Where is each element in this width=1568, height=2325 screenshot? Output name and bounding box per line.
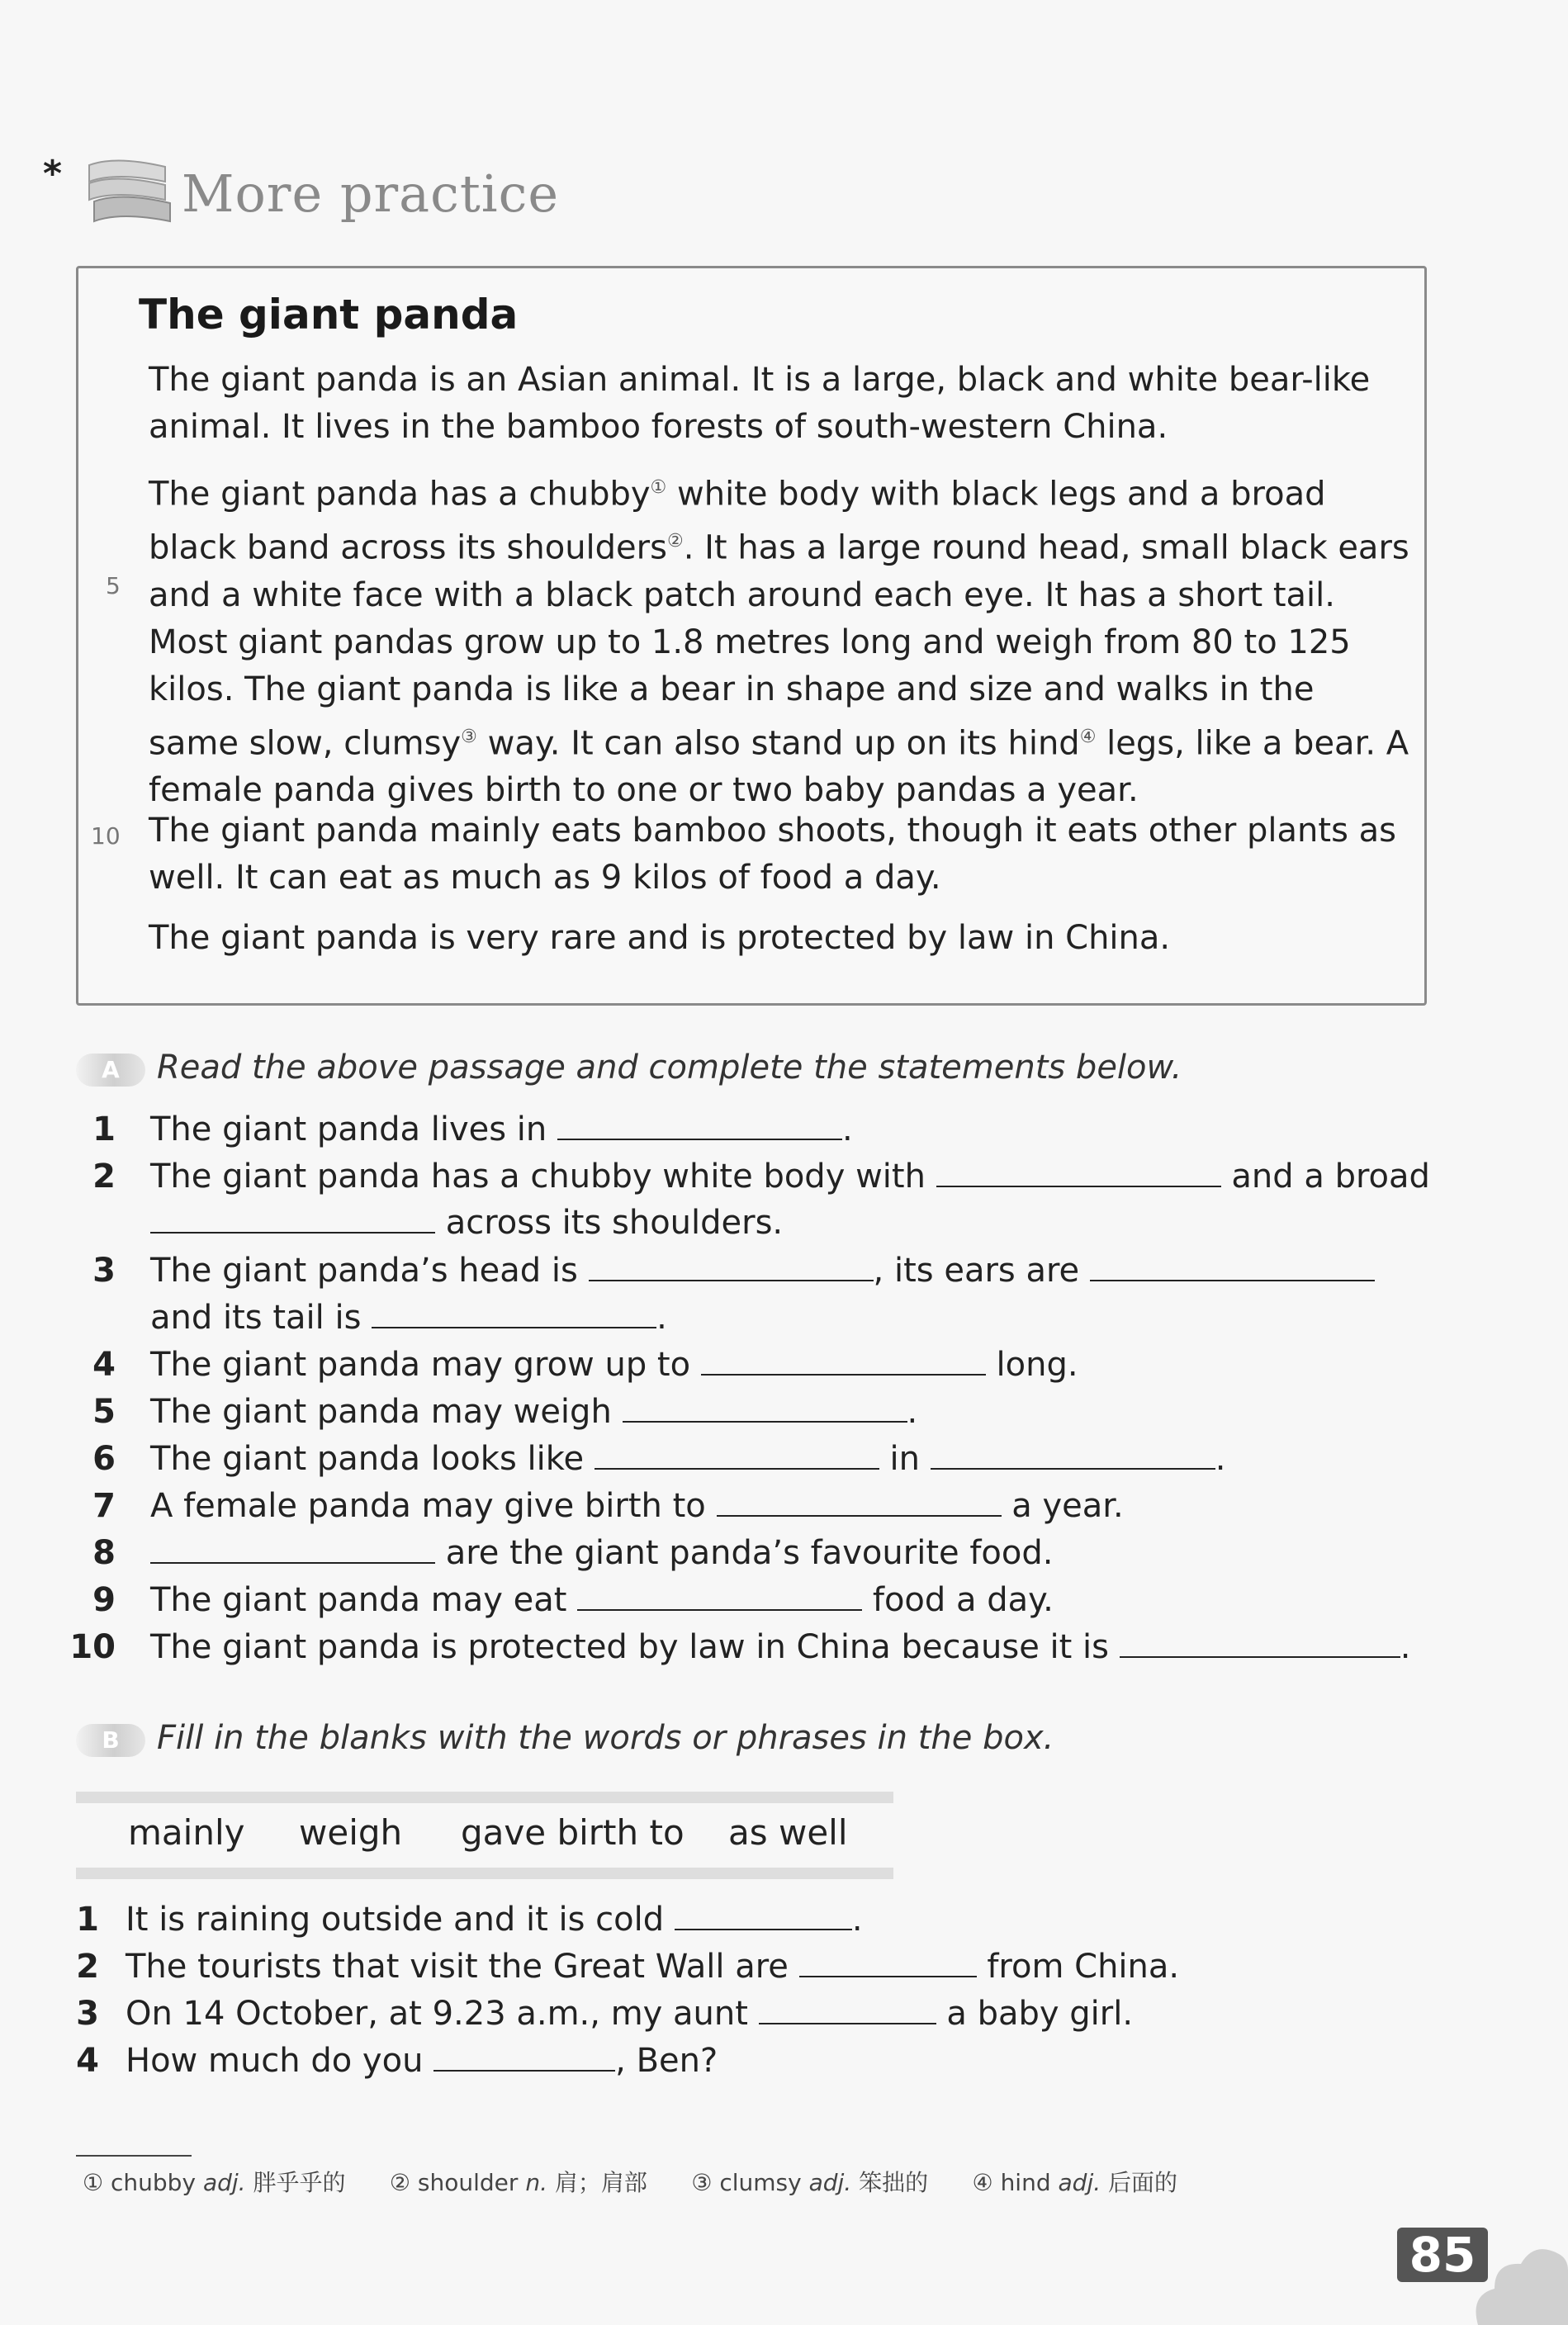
q-text: A female panda may give birth to xyxy=(150,1487,717,1525)
answer-blank[interactable] xyxy=(759,1995,936,2024)
answer-blank[interactable] xyxy=(595,1440,879,1470)
answer-blank[interactable] xyxy=(1090,1252,1375,1281)
fn-meaning: 后面的 xyxy=(1108,2169,1178,2196)
question-a5 xyxy=(150,1393,917,1431)
footnote-mark-3: ③ xyxy=(461,726,477,747)
q-text: How much do you xyxy=(126,2042,434,2080)
answer-blank[interactable] xyxy=(1120,1628,1400,1658)
page-number: 85 xyxy=(1397,2228,1488,2282)
q-text: a year. xyxy=(1001,1487,1124,1525)
word-option: mainly xyxy=(128,1812,245,1853)
q-text: . xyxy=(1400,1628,1411,1666)
section-a-label: A xyxy=(76,1054,145,1087)
fn-pos: n. xyxy=(525,2169,547,2196)
q-text: On 14 October, at 9.23 a.m., my aunt xyxy=(126,1995,759,2033)
question-b1 xyxy=(126,1901,863,1939)
paragraph-3: The giant panda mainly eats bamboo shoots, though it eats other plants as well. It can eat as much as 9 kilos of food a day. xyxy=(149,812,1396,897)
q-text: are the giant panda’s favourite food. xyxy=(435,1534,1054,1572)
q-text: The giant panda’s head is xyxy=(150,1252,589,1290)
footnote-mark-2: ② xyxy=(666,531,684,552)
q-text: The giant panda may grow up to xyxy=(150,1346,701,1384)
fn-pos: adj. xyxy=(808,2169,852,2196)
fn-word: hind xyxy=(1000,2169,1051,2196)
star-mark: * xyxy=(43,153,63,195)
p2-text-a: The giant panda has a chubby xyxy=(149,475,651,514)
footnote-mark-1: ① xyxy=(650,477,667,498)
answer-blank[interactable] xyxy=(701,1346,986,1376)
fn-meaning: 笨拙的 xyxy=(859,2169,929,2196)
reading-title: The giant panda xyxy=(139,291,519,339)
answer-blank[interactable] xyxy=(150,1534,435,1564)
fn-word: shoulder xyxy=(417,2169,519,2196)
answer-blank[interactable] xyxy=(675,1901,852,1930)
question-a9 xyxy=(150,1581,1054,1619)
answer-blank[interactable] xyxy=(150,1204,435,1234)
question-a3 xyxy=(150,1252,1375,1290)
q-text: . xyxy=(907,1393,918,1431)
question-number: 2 xyxy=(76,1948,99,1986)
fn-meaning: 肩；肩部 xyxy=(554,2169,647,2196)
q-text: , Ben? xyxy=(615,2042,718,2080)
q-text: long. xyxy=(985,1346,1078,1384)
line-number-5: 5 xyxy=(106,572,121,599)
question-number: 9 xyxy=(92,1581,116,1619)
q-text: . xyxy=(656,1299,667,1337)
q-text: a baby girl. xyxy=(936,1995,1134,2033)
q-text: . xyxy=(1215,1440,1226,1478)
word-option: weigh xyxy=(299,1812,403,1853)
q-text: The giant panda is protected by law in China because it is xyxy=(150,1628,1120,1666)
p2-text-d: way. It can also stand up on its hind xyxy=(476,723,1080,762)
section-b-instruction: Fill in the blanks with the words or phrases in the box. xyxy=(157,1719,1054,1757)
q-text: The giant panda has a chubby white body with xyxy=(150,1158,936,1196)
q-text: . xyxy=(851,1901,863,1939)
question-number: 2 xyxy=(92,1158,116,1196)
fn-word: chubby xyxy=(111,2169,197,2196)
paragraph-1: The giant panda is an Asian animal. It is a large, black and white bear-like animal. It lives in the bamboo forests of south-western China. xyxy=(149,361,1371,446)
question-a3-cont xyxy=(150,1299,667,1337)
p2-text-b: white body with black legs and a broad black band across its shoulders xyxy=(149,475,1326,567)
question-number: 5 xyxy=(92,1393,116,1431)
fn-mark: ④ xyxy=(972,2169,993,2196)
footnote-rule xyxy=(76,2155,192,2157)
books-icon xyxy=(83,149,175,231)
question-b2 xyxy=(126,1948,1179,1986)
paragraph-4: The giant panda is very rare and is protected by law in China. xyxy=(149,919,1171,957)
fn-pos: adj. xyxy=(1058,2169,1101,2196)
q-text: . xyxy=(842,1110,853,1148)
question-a6 xyxy=(150,1440,1225,1478)
question-b3 xyxy=(126,1995,1133,2033)
section-b-label: B xyxy=(76,1724,145,1757)
line-number-10: 10 xyxy=(91,822,121,850)
answer-blank[interactable] xyxy=(577,1581,862,1611)
answer-blank[interactable] xyxy=(936,1158,1221,1187)
question-a1 xyxy=(150,1110,853,1148)
q-text: The giant panda lives in xyxy=(150,1110,557,1148)
fn-pos: adj. xyxy=(202,2169,246,2196)
paragraph-2 xyxy=(149,464,1412,814)
question-number: 8 xyxy=(92,1534,116,1572)
p2-text-e: legs, like a bear. A female panda gives birth to one or two baby pandas a year. xyxy=(149,723,1409,809)
q-text: The tourists that visit the Great Wall are xyxy=(126,1948,799,1986)
question-a8 xyxy=(150,1534,1053,1572)
q-text: and a broad xyxy=(1220,1158,1430,1196)
q-text: across its shoulders. xyxy=(435,1204,784,1242)
question-number: 1 xyxy=(92,1110,116,1148)
question-number: 1 xyxy=(76,1901,99,1939)
q-text: It is raining outside and it is cold xyxy=(126,1901,675,1939)
section-title: More practice xyxy=(182,163,560,224)
section-a-instruction: Read the above passage and complete the statements below. xyxy=(157,1049,1182,1087)
question-number: 7 xyxy=(92,1487,116,1525)
q-text: The giant panda may eat xyxy=(150,1581,578,1619)
q-text: The giant panda may weigh xyxy=(150,1393,623,1431)
footnotes xyxy=(83,2165,1177,2198)
answer-blank[interactable] xyxy=(372,1299,656,1328)
question-a7 xyxy=(150,1487,1124,1525)
word-option: as well xyxy=(728,1812,848,1853)
q-text: The giant panda looks like xyxy=(150,1440,595,1478)
question-a2 xyxy=(150,1158,1430,1196)
fn-word: clumsy xyxy=(719,2169,802,2196)
question-b4 xyxy=(126,2042,718,2080)
q-text: and its tail is xyxy=(150,1299,372,1337)
answer-blank[interactable] xyxy=(589,1252,874,1281)
word-box-top-rule xyxy=(76,1792,893,1803)
q-text: in xyxy=(879,1440,931,1478)
answer-blank[interactable] xyxy=(557,1110,842,1140)
question-number: 6 xyxy=(92,1440,116,1478)
q-text: from China. xyxy=(976,1948,1180,1986)
question-a10 xyxy=(150,1628,1410,1666)
fn-mark: ② xyxy=(389,2169,410,2196)
question-a2-cont xyxy=(150,1204,783,1242)
question-a4 xyxy=(150,1346,1078,1384)
question-number: 3 xyxy=(92,1252,116,1290)
fn-meaning: 胖乎乎的 xyxy=(253,2169,346,2196)
question-number: 10 xyxy=(69,1628,116,1666)
question-number: 3 xyxy=(76,1995,99,2033)
answer-blank[interactable] xyxy=(623,1393,907,1423)
answer-blank[interactable] xyxy=(799,1948,977,1977)
q-text: , its ears are xyxy=(873,1252,1090,1290)
fn-mark: ① xyxy=(83,2169,104,2196)
word-option: gave birth to xyxy=(461,1812,685,1853)
answer-blank[interactable] xyxy=(717,1487,1002,1517)
question-number: 4 xyxy=(92,1346,116,1384)
question-number: 4 xyxy=(76,2042,99,2080)
answer-blank[interactable] xyxy=(931,1440,1215,1470)
word-box-bottom-rule xyxy=(76,1868,893,1879)
answer-blank[interactable] xyxy=(433,2042,615,2072)
footnote-mark-4: ④ xyxy=(1079,726,1097,747)
q-text: food a day. xyxy=(862,1581,1054,1619)
fn-mark: ③ xyxy=(691,2169,713,2196)
p2-text-c: . It has a large round head, small black ears and a white face with a black patch around each eye. It has a short tail. Most giant pandas grow up to 1.8 metres long and weigh from 80 to 125 kilos. The giant panda is like a bear in shape and size and walks in the same slow, clumsy xyxy=(149,528,1409,762)
